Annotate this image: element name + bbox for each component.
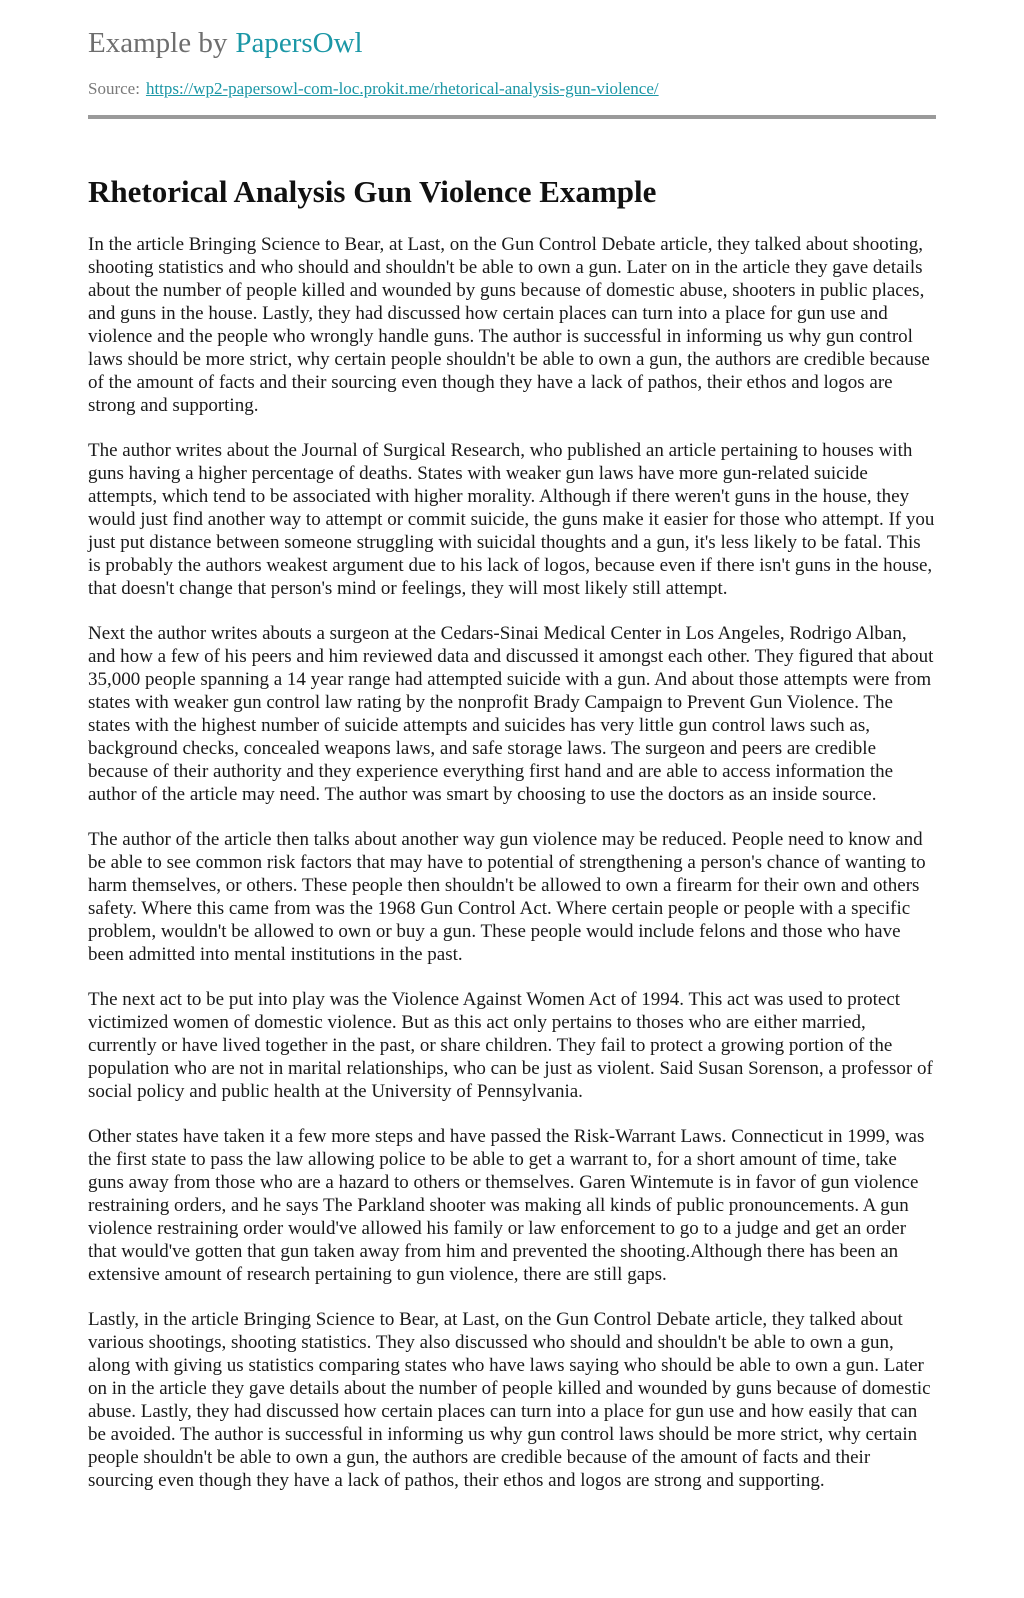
source-label: Source: <box>88 78 140 98</box>
paragraph-2: The author writes about the Journal of Surgical Research, who published an article pertaining to houses with guns having a higher percentage of deaths. States with weaker gun laws have more gun-related suicide attempts, which tend to be associated with higher morality. Although if there weren't guns in the house, they would just find another way to attempt or commit suicide, the guns make it easier for those who attempt. If you just put distance between someone struggling with suicidal thoughts and a gun, it's less likely to be fatal. This is probably the authors weakest argument due to his lack of logos, because even if there isn't guns in the house, that doesn't change that person's mind or feelings, they will most likely still attempt. <box>88 439 935 599</box>
paragraph-6: Other states have taken it a few more steps and have passed the Risk-Warrant Laws. Connecticut in 1999, was the first state to pass the law allowing police to be able to get a warrant to, for a short amount of time, take guns away from those who are a hazard to others or themselves. Garen Wintemute is in favor of gun violence restraining orders, and he says The Parkland shooter was making all kinds of public pronouncements. A gun violence restraining order would've allowed his family or law enforcement to go to a judge and get an order that would've gotten that gun taken away from him and prevented the shooting.Although there has been an extensive amount of research pertaining to gun violence, there are still gaps. <box>88 1125 925 1285</box>
source-line <box>88 79 936 99</box>
header-title <box>88 26 936 61</box>
content-area <box>88 26 936 1492</box>
page-title: Rhetorical Analysis Gun Violence Example <box>88 173 657 209</box>
divider <box>88 115 936 119</box>
paragraph-3: Next the author writes abouts a surgeon at the Cedars-Sinai Medical Center in Los Angeles, Rodrigo Alban, and how a few of his peers and him reviewed data and discussed it amongst each other. They figured that about 35,000 people spanning a 14 year range had attempted suicide with a gun. And about those attempts were from states with weaker gun control law rating by the nonprofit Brady Campaign to Prevent Gun Violence. The states with the highest number of suicide attempts and suicides has very little gun control laws such as, background checks, concealed weapons laws, and safe storage laws. The surgeon and peers are credible because of their authority and they experience everything first hand and are able to access information the author of the article may need. The author was smart by choosing to use the doctors as an inside source. <box>88 622 934 805</box>
header <box>88 26 936 119</box>
paragraph-5: The next act to be put into play was the Violence Against Women Act of 1994. This act was used to protect victimized women of domestic violence. But as this act only pertains to thoses who are either married, currently or have lived together in the past, or share children. They fail to protect a growing portion of the population who are not in marital relationships, who can be just as violent. Said Susan Sorenson, a professor of social policy and public health at the University of Pennsylvania. <box>88 988 933 1102</box>
header-prefix: Example by <box>88 27 228 59</box>
brand-link[interactable]: PapersOwl <box>235 27 363 59</box>
paragraph-1: In the article Bringing Science to Bear, at Last, on the Gun Control Debate article, they talked about shooting, shooting statistics and who should and shouldn't be able to own a gun. Later on in the article they gave details about the number of people killed and wounded by guns because of domestic abuse, shooters in public places, and guns in the house. Lastly, they had discussed how certain places can turn into a place for gun use and violence and the people who wrongly handle guns. The author is successful in informing us why gun control laws should be more strict, why certain people shouldn't be able to own a gun, the authors are credible because of the amount of facts and their sourcing even though they have a lack of pathos, their ethos and logos are strong and supporting. <box>88 233 930 416</box>
paragraph-7: Lastly, in the article Bringing Science to Bear, at Last, on the Gun Control Debate article, they talked about various shootings, shooting statistics. They also discussed who should and shouldn't be able to own a gun, along with giving us statistics comparing states who have laws saying who should be able to own a gun. Later on in the article they gave details about the number of people killed and wounded by guns because of domestic abuse. Lastly, they had discussed how certain places can turn into a place for gun use and how easily that can be avoided. The author is successful in informing us why gun control laws should be more strict, why certain people shouldn't be able to own a gun, the authors are credible because of the amount of facts and their sourcing even though they have a lack of pathos, their ethos and logos are strong and supporting. <box>88 1308 931 1491</box>
source-link[interactable]: https://wp2-papersowl-com-loc.prokit.me/rhetorical-analysis-gun-violence/ <box>145 78 659 98</box>
article <box>88 175 936 1492</box>
paragraph-4: The author of the article then talks about another way gun violence may be reduced. People need to know and be able to see common risk factors that may have to potential of strengthening a person's chance of wanting to harm themselves, or others. These people then shouldn't be allowed to own a firearm for their own and others safety. Where this came from was the 1968 Gun Control Act. Where certain people or people with a specific problem, wouldn't be allowed to own or buy a gun. These people would include felons and those who have been admitted into mental institutions in the past. <box>88 828 926 965</box>
